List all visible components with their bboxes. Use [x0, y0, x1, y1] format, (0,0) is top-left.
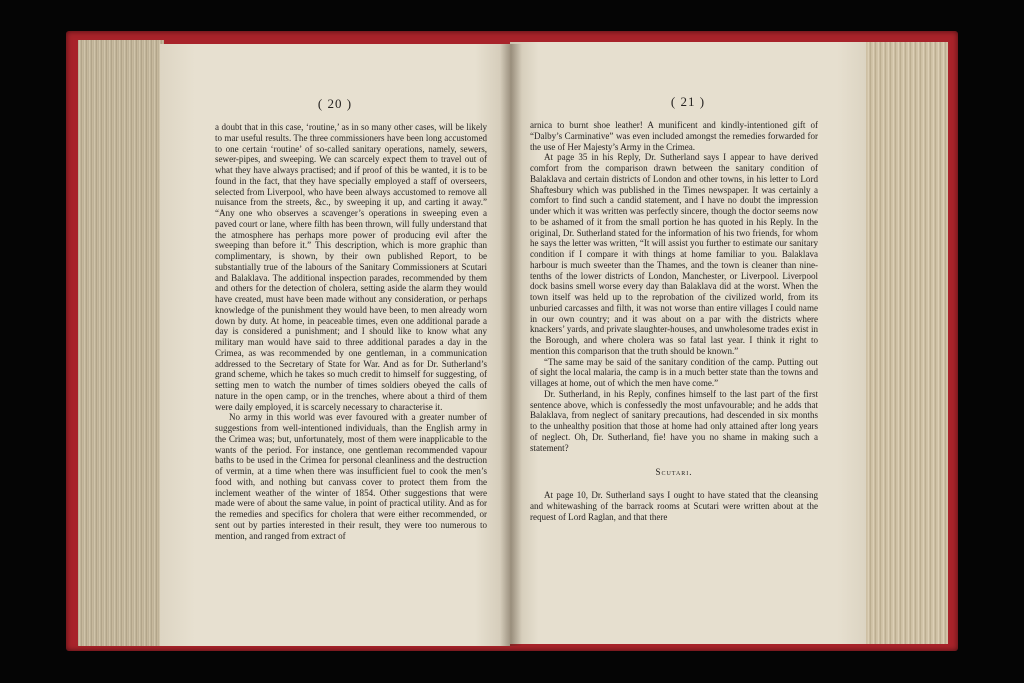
paragraph: No army in this world was ever favoured with a greater number of suggestions from well-intentioned individuals, than the English army in the Crimea was; but, unfortunately, most of them were inapplicable to the wants of the period. For instance, one gentleman recommended vapour baths to be used in the Crimea for personal cleanliness and the destruction of vermin, at a time when there was insufficient fuel to cook the men’s food with, and nothing but canvass cover to protect them from the inclement weather of the winter of 1854. Other suggestions that were made were of about the same value, in point of practical utility. And as for the remedies and specifics for cholera that were either recommended, or sent out by parties interested in their result, they were too numerous to mention, and ranged from extract of [215, 412, 487, 541]
paragraph: “The same may be said of the sanitary condition of the camp. Putting out of sight the local malaria, the camp is in a much better state than the towns and villages at home, out of which the men have come.” [530, 356, 818, 388]
book-gutter [500, 44, 522, 646]
right-page-text [530, 120, 818, 522]
page-number-right: ( 21 ) [670, 94, 706, 109]
paragraph: a doubt that in this case, ‘routine,’ as in so many other cases, will be likely to mar useful results. The three commissioners have been long accustomed to one certain ‘routine’ of so-called sanitary operations, namely, sewers, sewer-pipes, and sweeping. We can scarcely expect them to travel out of what they have always practised; and if proof of this be wanted, it is to be found in the fact, that they have specially employed a staff of overseers, selected from Liverpool, who have been always accustomed to remove all nuisance from the streets, &c., by sweeping it up, and carting it away.” “Any one who observes a scavenger’s operations in sweeping even a paved court or lane, where filth has been thrown, will fully understand that the atmosphere has perhaps more power of producing evil after the sweeping than before it.” This description, which is more graphic than complimentary, is shown, by their own published Report, to be substantially true of the labours of the Sanitary Commissioners at Scutari and Balaklava. The additional inspection parades, recommended by them and others for the detection of cholera, setting aside the alarm they would have created, must have been made without any consideration, or perhaps knowledge of the punishment they would have been, to men already worn down by duty. At home, in peaceable times, even one additional parade a day is considered a punishment; and I should like to know what any military man would have said to three additional parades a day in the Crimea, as was recommended by one gentleman, in a communication addressed to the Secretary of State for War. And as for Dr. Sutherland’s grand scheme, which he takes so much credit to himself for suggesting, of setting men to watch the number of times soldiers obeyed the calls of nature in the open camp, or in the trenches, where about a third of them were daily employed, it is scarcely necessary to characterise it. [215, 122, 487, 412]
page-number-left: ( 20 ) [317, 96, 353, 111]
left-page-text [215, 122, 487, 541]
section-heading: Scutari. [655, 467, 693, 478]
right-page [510, 42, 866, 644]
paragraph: arnica to burnt shoe leather! A munificent and kindly-intentioned gift of “Dalby’s Carminative” was even included amongst the remedies forwarded for the use of Her Majesty’s Army in the Crimea. [530, 120, 818, 152]
paragraph: At page 35 in his Reply, Dr. Sutherland says I appear to have derived comfort from the comparison drawn between the sanitary condition of Balaklava and certain districts of London and other towns, in his letter to Lord Shaftesbury which was published in the Times newspaper. It was certainly a comfort to find such a candid statement, and I have no doubt the impression under which it was written was perfectly sincere, though the doctor seems now to be ashamed of it from the small portion he has quoted in his Reply. In the original, Dr. Sutherland stated for the information of his two friends, for whom he says the letter was written, “It will assist you further to estimate our sanitary condition if I compare it with things at home familiar to you. Balaklava harbour is much sweeter than the Thames, and the town is cleaner than nine-tenths of the lower districts of London, Manchester, or Liverpool. Liverpool dock basins smell worse every day than Balaklava did at the worst. When the town itself was held up to the reprobation of the civilized world, from its unburied carcasses and filth, it was not worse than entire villages I could name in our own country; and it was about on a par with the districts where knackers’ yards, and private slaughter-houses, and unwholesome trades exist in the Borough, and where cholera was so fatal last year. I think it right to mention this comparison that the truth should be known.” [530, 152, 818, 356]
right-page-edges [862, 42, 948, 644]
left-page [160, 44, 510, 646]
paragraph: Dr. Sutherland, in his Reply, confines himself to the last part of the first sentence above, which is confessedly the most unfavourable; and he adds that Balaklava, from neglect of sanitary precautions, had descended in six months to the unhealthy position that those at home had only attained after long years of neglect. Oh, Dr. Sutherland, fie! have you no shame in making such a statement? [530, 388, 818, 453]
paragraph: At page 10, Dr. Sutherland says I ought to have stated that the cleansing and whitewashing of the barrack rooms at Scutari were written about at the request of Lord Raglan, and that there [530, 490, 818, 522]
left-page-edges [78, 40, 164, 646]
